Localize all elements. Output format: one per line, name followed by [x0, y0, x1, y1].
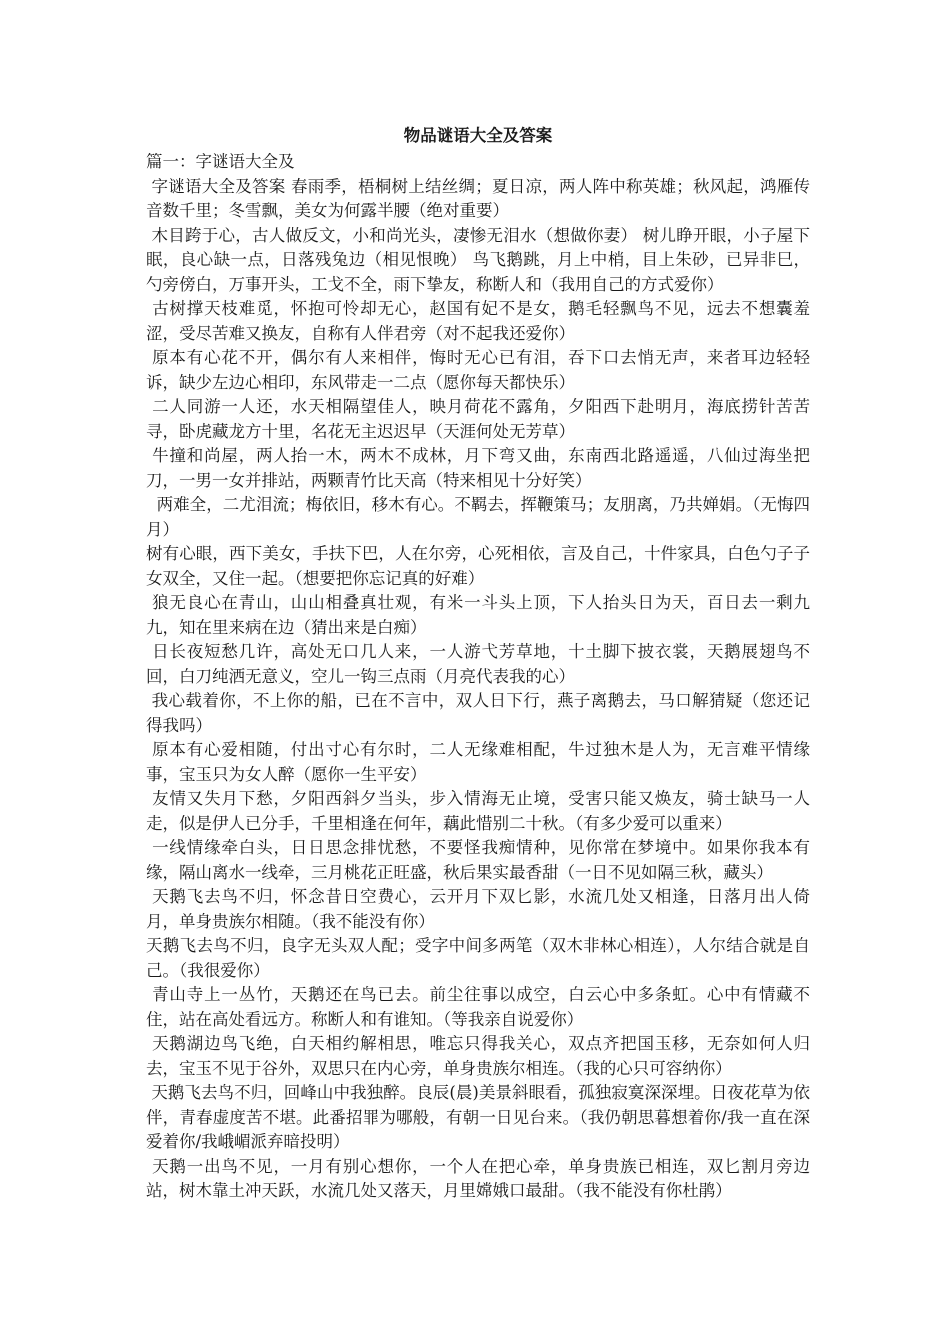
paragraph: 天鹅湖边鸟飞绝，白天相约解相思，唯忘只得我关心，双点齐把国玉移，无奈如何人归去，宝玉不见于谷外，双思只在内心旁，单身贵族尔相连。（我的心只可容纳你）	[146, 1034, 811, 1078]
paragraph: 狼无良心在青山，山山相叠真壮观，有米一斗头上顶，下人抬头日为天，百日去一剩九九，知在里来病在边（猜出来是白痴）	[146, 593, 811, 637]
paragraph: 天鹅飞去鸟不归，回峰山中我独醉。良辰(晨)美景斜眼看，孤独寂寞深深埋。日夜花草为依伴，青春虚度苦不堪。此番招罪为哪般，有朝一日见台来。（我仍朝思暮想着你/我一直在深爱着你/我峨嵋派弃暗投明）	[146, 1083, 811, 1151]
document-body	[146, 175, 810, 1204]
section-heading: 篇一：字谜语大全及	[146, 152, 295, 171]
paragraph: 原本有心花不开，偶尔有人来相伴，悔时无心已有泪，吞下口去悄无声，来者耳边轻轻诉，缺少左边心相印，东风带走一二点（愿你每天都快乐）	[146, 348, 811, 392]
paragraph: 天鹅飞去鸟不归，良字无头双人配；受字中间多两笔（双木非林心相连），人尔结合就是自己。（我很爱你）	[146, 936, 810, 980]
paragraph: 字谜语大全及答案 春雨季，梧桐树上结丝绸；夏日凉，两人阵中称英雄；秋风起，鸿雁传音数千里；冬雪飘，美女为何露半腰（绝对重要）	[146, 176, 810, 220]
paragraph: 我心载着你，不上你的船，已在不言中，双人日下行，燕子离鹅去，马口解猜疑（您还记得我吗）	[146, 691, 810, 735]
paragraph: 友情又失月下愁，夕阳西斜夕当头，步入情海无止境，受害只能又焕友，骑士缺马一人走，似是伊人已分手，千里相逢在何年，藕此惜别二十秋。（有多少爱可以重来）	[146, 789, 811, 833]
paragraph: 一线情缘牵白头，日日思念排忧愁，不要怪我痴情种，见你常在梦境中。如果你我本有缘，隔山离水一线牵，三月桃花正旺盛，秋后果实最香甜（一日不见如隔三秋，藏头）	[146, 838, 811, 882]
document-page	[146, 124, 810, 1204]
paragraph: 两难全，二尤泪流；梅依旧，移木有心。不羁去，挥鞭策马；友朋离，乃共婵娟。（无悔四月）	[146, 495, 810, 539]
paragraph: 木目跨于心，古人做反文，小和尚光头，凄惨无泪水（想做你妻） 树儿睁开眼，小子屋下眠，良心缺一点，日落残兔边（相见恨晚） 鸟飞鹅跳，月上中梢，目上朱砂，已异非巳，勺旁傍白，万事开头，工戈不全，雨下挚友，称断人和（我用自己的方式爱你）	[146, 225, 810, 294]
paragraph: 二人同游一人还，水天相隔望佳人，映月荷花不露角，夕阳西下赴明月，海底捞针苦苦寻，卧虎藏龙方十里，名花无主迟迟早（天涯何处无芳草）	[146, 397, 811, 441]
paragraph: 日长夜短愁几许，高处无口几人来，一人游弋芳草地，十土脚下披衣裳，天鹅展翅鸟不回，白刀纯洒无意义，空儿一钩三点雨（月亮代表我的心）	[146, 642, 811, 686]
paragraph: 树有心眼，西下美女，手扶下巴，人在尔旁，心死相依，言及自己，十件家具，白色勺子子女双全，又住一起。（想要把你忘记真的好难）	[146, 544, 810, 588]
paragraph: 牛撞和尚屋，两人抬一木，两木不成林，月下弯又曲，东南西北路遥遥，八仙过海坐把刀，一男一女并排站，两颗青竹比天高（特来相见十分好笑）	[146, 446, 811, 490]
paragraph: 天鹅一出鸟不见，一月有别心想你，一个人在把心牵，单身贵族已相连，双匕割月旁边站，树木靠土冲天跃，水流几处又落天，月里嫦娥口最甜。（我不能没有你杜鹃）	[146, 1156, 811, 1200]
paragraph: 天鹅飞去鸟不归，怀念昔日空费心，云开月下双匕影，水流几处又相逢，日落月出人倚月，单身贵族尔相随。（我不能没有你）	[146, 887, 811, 931]
paragraph: 青山寺上一丛竹，天鹅还在鸟已去。前尘往事以成空，白云心中多条虹。心中有情藏不住，站在高处看远方。称断人和有谁知。（等我亲自说爱你）	[146, 985, 811, 1029]
paragraph: 原本有心爱相随，付出寸心有尔时，二人无缘难相配，牛过独木是人为，无言难平情缘事，宝玉只为女人醉（愿你一生平安）	[146, 740, 811, 784]
document-title: 物品谜语大全及答案	[403, 126, 553, 145]
paragraph: 古树撑天枝难觅，怀抱可怜却无心，赵国有妃不是女，鹅毛轻飘鸟不见，远去不想囊羞涩，受尽苦难又换友，自称有人伴君旁（对不起我还爱你）	[146, 299, 811, 343]
